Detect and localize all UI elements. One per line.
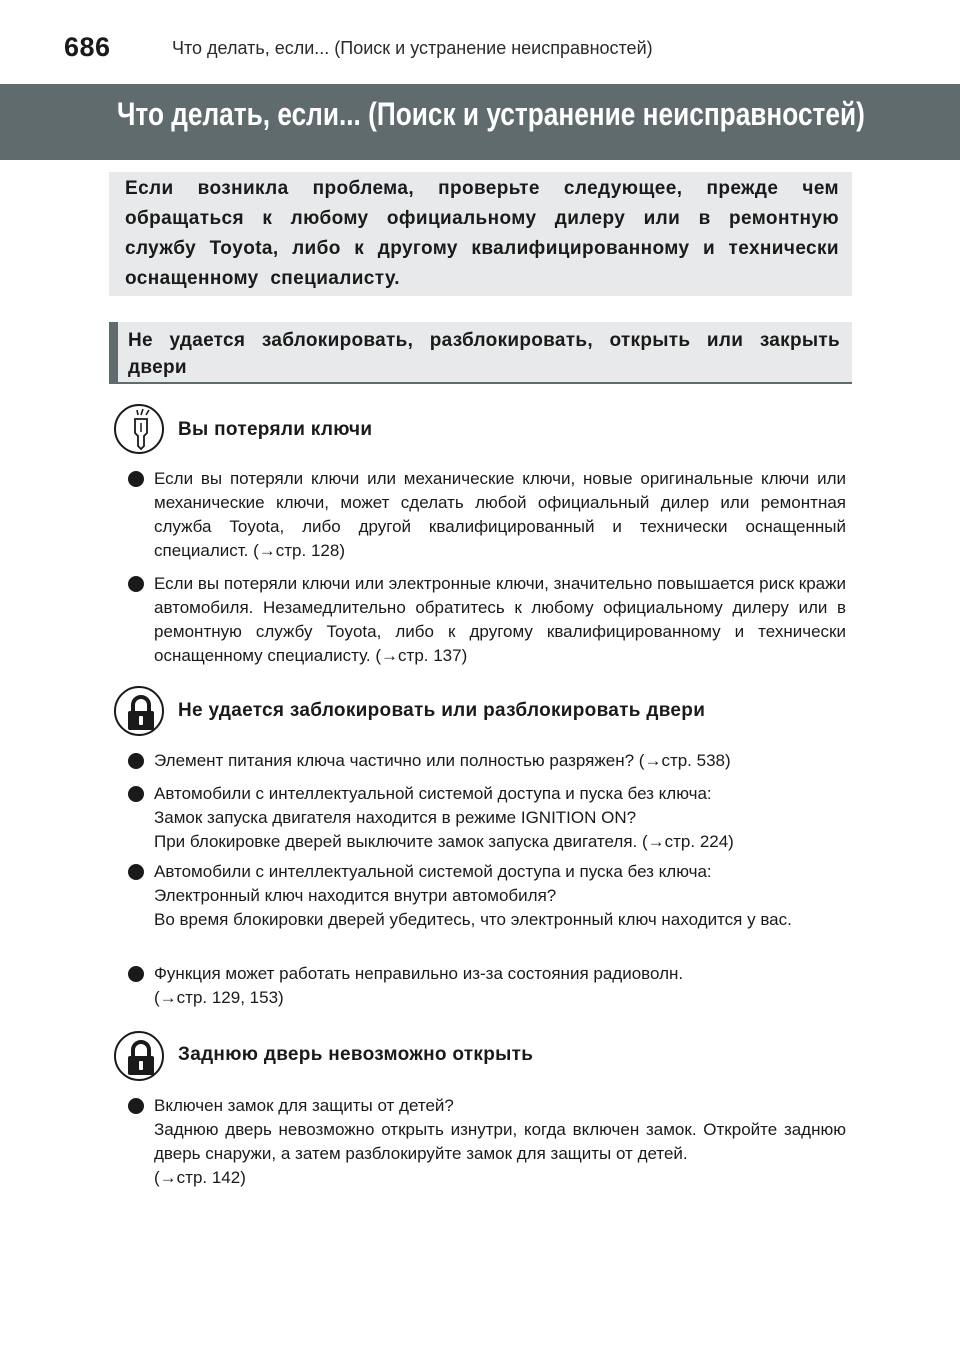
bullet-icon — [128, 471, 144, 487]
section-title: Не удается заблокировать, разблокировать, открыть или закрыть двери — [128, 330, 840, 378]
list-item — [154, 860, 846, 932]
padlock-icon — [114, 1031, 164, 1081]
key-icon — [114, 404, 164, 454]
padlock-icon — [114, 686, 164, 736]
list-item — [154, 572, 846, 668]
bullet-icon — [128, 966, 144, 982]
list-item-text: Электронный ключ находится внутри автомобиля? — [154, 886, 557, 905]
list-item-text: Если вы потеряли ключи или электронные ключи, значительно повышается риск кражи автомобиля. Незамедлительно обратитесь к любому официальному дилеру или в ремонтную службу Toyota, либо к другому квалифицированному и технически оснащенному специалисту. (→стр. 137) — [154, 574, 846, 665]
list-item-text: При блокировке дверей выключите замок запуска двигателя. (→стр. 224) — [154, 832, 734, 851]
bullet-icon — [128, 786, 144, 802]
list-item-text: Автомобили с интеллектуальной системой доступа и пуска без ключа: — [154, 784, 712, 803]
page-number: 686 — [64, 32, 111, 62]
bullet-icon — [128, 576, 144, 592]
list-item-text: Функция может работать неправильно из-за состояния радиоволн. — [154, 964, 684, 983]
bullet-icon — [128, 864, 144, 880]
list-item-text: (→стр. 142) — [154, 1168, 246, 1187]
list-item — [154, 962, 846, 1010]
intro-text: Если возникла проблема, проверьте следующее, прежде чем обращаться к любому официальному дилеру или в ремонтную службу Toyota, либо к другому квалифицированному и технически оснащенному специалисту. — [125, 178, 839, 289]
running-header-title: Что делать, если... (Поиск и устранение неисправностей) — [172, 38, 653, 58]
list-item-text: Включен замок для защиты от детей? — [154, 1096, 454, 1115]
bullet-icon — [128, 753, 144, 769]
list-item-text: (→стр. 129, 153) — [154, 988, 284, 1007]
list-item-text: Замок запуска двигателя находится в режиме IGNITION ON? — [154, 808, 637, 827]
list-item-text: Автомобили с интеллектуальной системой доступа и пуска без ключа: — [154, 862, 712, 881]
list-item-text: Если вы потеряли ключи или механические ключи, новые оригинальные ключи или механические ключи, может сделать любой официальный дилер или ремонтная служба Toyota, либо другой квалифицированный и технически оснащенный специалист. (→стр. 128) — [154, 469, 846, 560]
list-item-text: Во время блокировки дверей убедитесь, что электронный ключ находится у вас. — [154, 910, 792, 929]
bullet-icon — [128, 1098, 144, 1114]
list-item — [154, 467, 846, 563]
subsection-heading-lost-keys: Вы потеряли ключи — [178, 419, 373, 440]
subsection-heading-back-door: Заднюю дверь невозможно открыть — [178, 1044, 534, 1065]
list-item-text: Элемент питания ключа частично или полностью разряжен? (→стр. 538) — [154, 751, 731, 770]
list-item — [154, 782, 846, 854]
page-title: Что делать, если... (Поиск и устранение неисправностей) — [117, 96, 865, 132]
list-item — [154, 1094, 846, 1190]
subsection-heading-lock-unlock: Не удается заблокировать или разблокировать двери — [178, 700, 706, 721]
list-item-text: Заднюю дверь невозможно открыть изнутри, когда включен замок. Откройте заднюю дверь снаружи, а затем разблокируйте замок для защиты от детей. — [154, 1120, 846, 1163]
list-item — [154, 749, 846, 773]
